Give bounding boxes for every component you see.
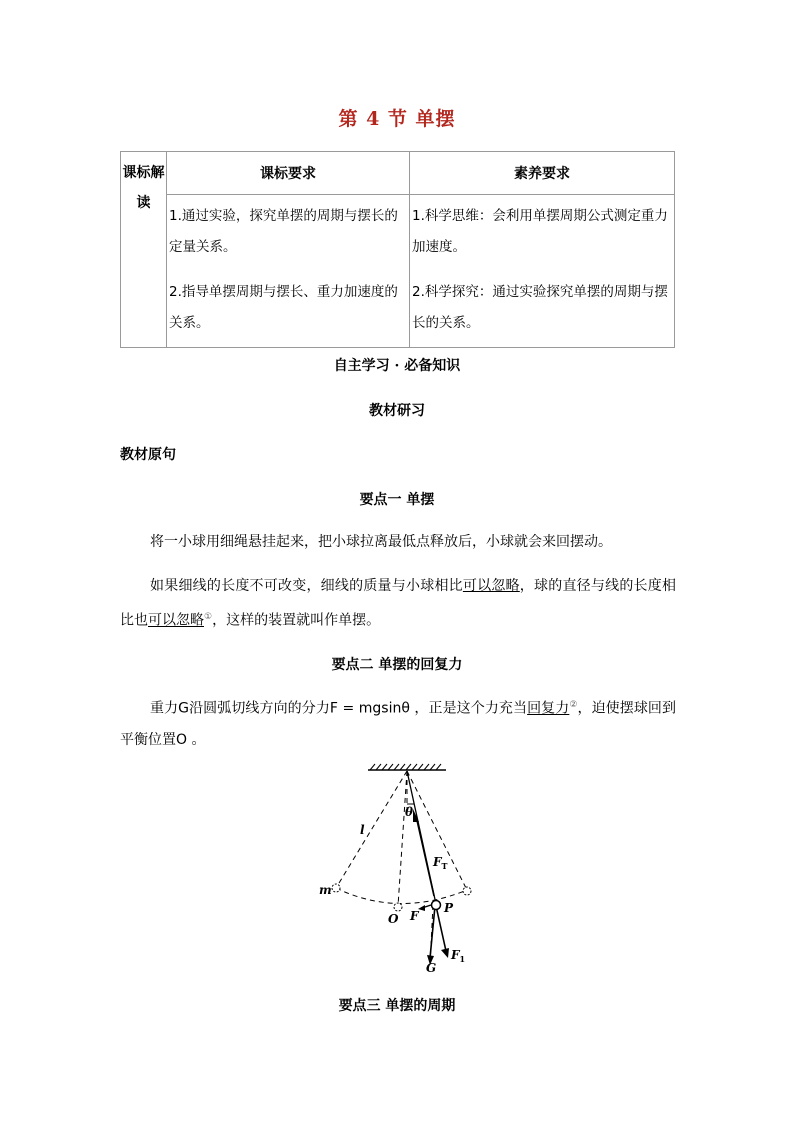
label-p: P: [444, 901, 454, 915]
list-item: 2.指导单摆周期与摆长、重力加速度的关系。: [169, 284, 398, 331]
curriculum-table: [120, 151, 675, 348]
point1-paragraph2: 如果细线的长度不可改变，细线的质量与小球相比可以忽略，球的直径与线的长度相比也可以忽略①，这样的装置就叫作单摆。: [120, 578, 677, 629]
ball-p: [432, 901, 441, 910]
label-o: O: [388, 912, 399, 926]
label-f1: $F_1$: [451, 948, 466, 964]
ball-bottom: [394, 903, 402, 911]
label-f: F: [410, 909, 419, 923]
label-ft: $F_T$: [433, 855, 448, 871]
restoring-force-arrow: [418, 905, 431, 911]
point3-heading: 要点三 单摆的周期: [338, 998, 456, 1014]
point2-heading: 要点二 单摆的回复力: [331, 657, 463, 673]
point1-paragraph1: 将一小球用细绳悬挂起来，把小球拉离最低点释放后，小球就会来回摆动。: [150, 534, 612, 550]
tension-arrow: [413, 809, 434, 896]
underlined-answer: 回复力: [527, 700, 570, 717]
section-heading-original-text: 教材原句: [120, 447, 176, 463]
table-header-curriculum: 课标要求: [167, 152, 410, 195]
footnote-marker: ②: [569, 700, 578, 710]
label-m: m: [319, 883, 332, 897]
underlined-answer: 可以忽略: [148, 612, 204, 629]
ball-right: [463, 887, 471, 895]
ceiling-hatch: [370, 764, 441, 770]
footnote-marker: ①: [204, 612, 213, 622]
label-theta: θ: [405, 805, 414, 819]
table-header-literacy: 素养要求: [410, 152, 675, 195]
label-g: G: [426, 961, 437, 975]
table-cell-curriculum: [167, 195, 410, 348]
table-side-label: 课标解读: [121, 152, 167, 348]
ball-left: [332, 884, 340, 892]
point2-paragraph: 重力G沿圆弧切线方向的分力F = mgsinθ ，正是这个力充当回复力②，迫使摆球回到平衡位置O 。: [120, 700, 676, 748]
table-cell-literacy: [410, 195, 675, 348]
page-title: 第 4 节 单摆: [338, 108, 456, 130]
list-item: 1.科学思维：会利用单摆周期公式测定重力加速度。: [412, 208, 668, 255]
pendulum-diagram: [300, 758, 500, 983]
label-l: l: [360, 823, 365, 837]
section-heading-textbook-study: 教材研习: [369, 403, 425, 419]
underlined-answer: 可以忽略: [462, 578, 520, 594]
section-heading-self-study: 自主学习 · 必备知识: [333, 358, 461, 374]
point1-heading: 要点一 单摆: [359, 492, 435, 508]
list-item: 2.科学探究：通过实验探究单摆的周期与摆长的关系。: [412, 284, 668, 331]
list-item: 1.通过实验，探究单摆的周期与摆长的定量关系。: [169, 208, 398, 255]
